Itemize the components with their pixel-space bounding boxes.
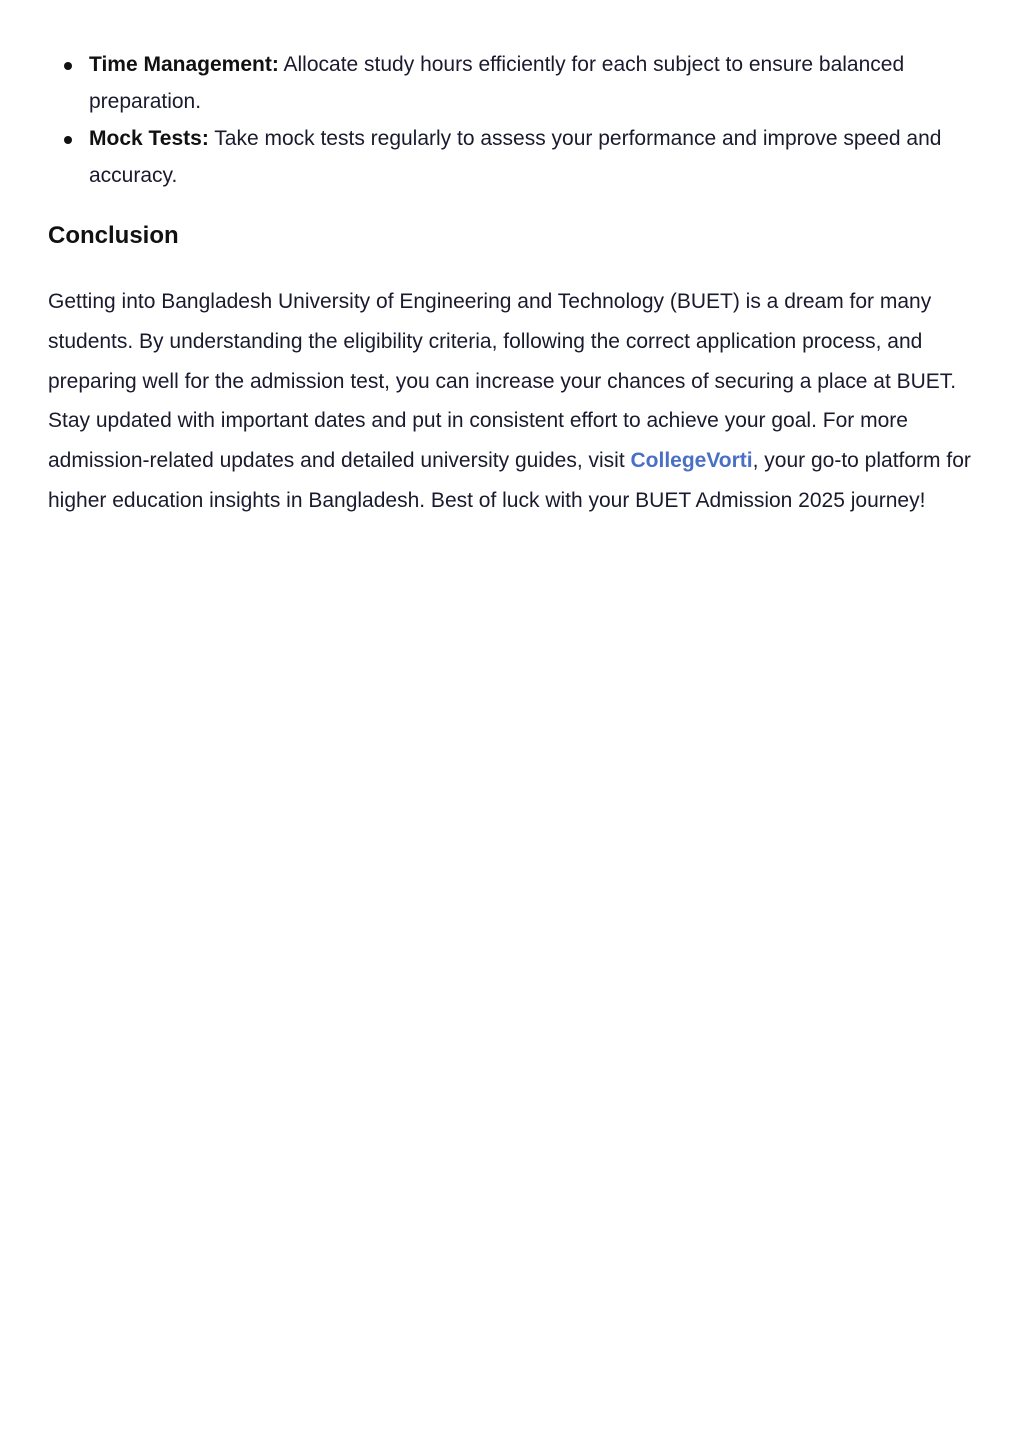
conclusion-text-after-link: , your go-to platform for higher education insights in Bangladesh. Best of luck with your BUET Admission 2025 journey!	[48, 449, 971, 512]
collegevorti-link[interactable]: CollegeVorti	[630, 449, 753, 473]
conclusion-paragraph	[48, 282, 978, 521]
tips-list	[48, 46, 978, 194]
bullet-icon	[64, 62, 72, 70]
conclusion-heading: Conclusion	[48, 222, 179, 249]
list-item	[48, 46, 978, 120]
tip-text: Take mock tests regularly to assess your performance and improve speed and accuracy.	[89, 127, 942, 187]
tip-title: Time Management:	[89, 53, 279, 76]
tip-text: Allocate study hours efficiently for each subject to ensure balanced preparation.	[89, 53, 905, 113]
conclusion-text-before-link: Getting into Bangladesh University of Engineering and Technology (BUET) is a dream for many students. By understanding the eligibility criteria, following the correct application process, and preparing well for the admission test, you can increase your chances of securing a place at BUET. Stay updated with important dates and put in consistent effort to achieve your goal. For more admission-related updates and detailed university guides, visit	[48, 290, 957, 473]
tip-title: Mock Tests:	[89, 127, 209, 150]
article-content	[48, 46, 978, 521]
bullet-icon	[64, 136, 72, 144]
list-item	[48, 120, 978, 194]
